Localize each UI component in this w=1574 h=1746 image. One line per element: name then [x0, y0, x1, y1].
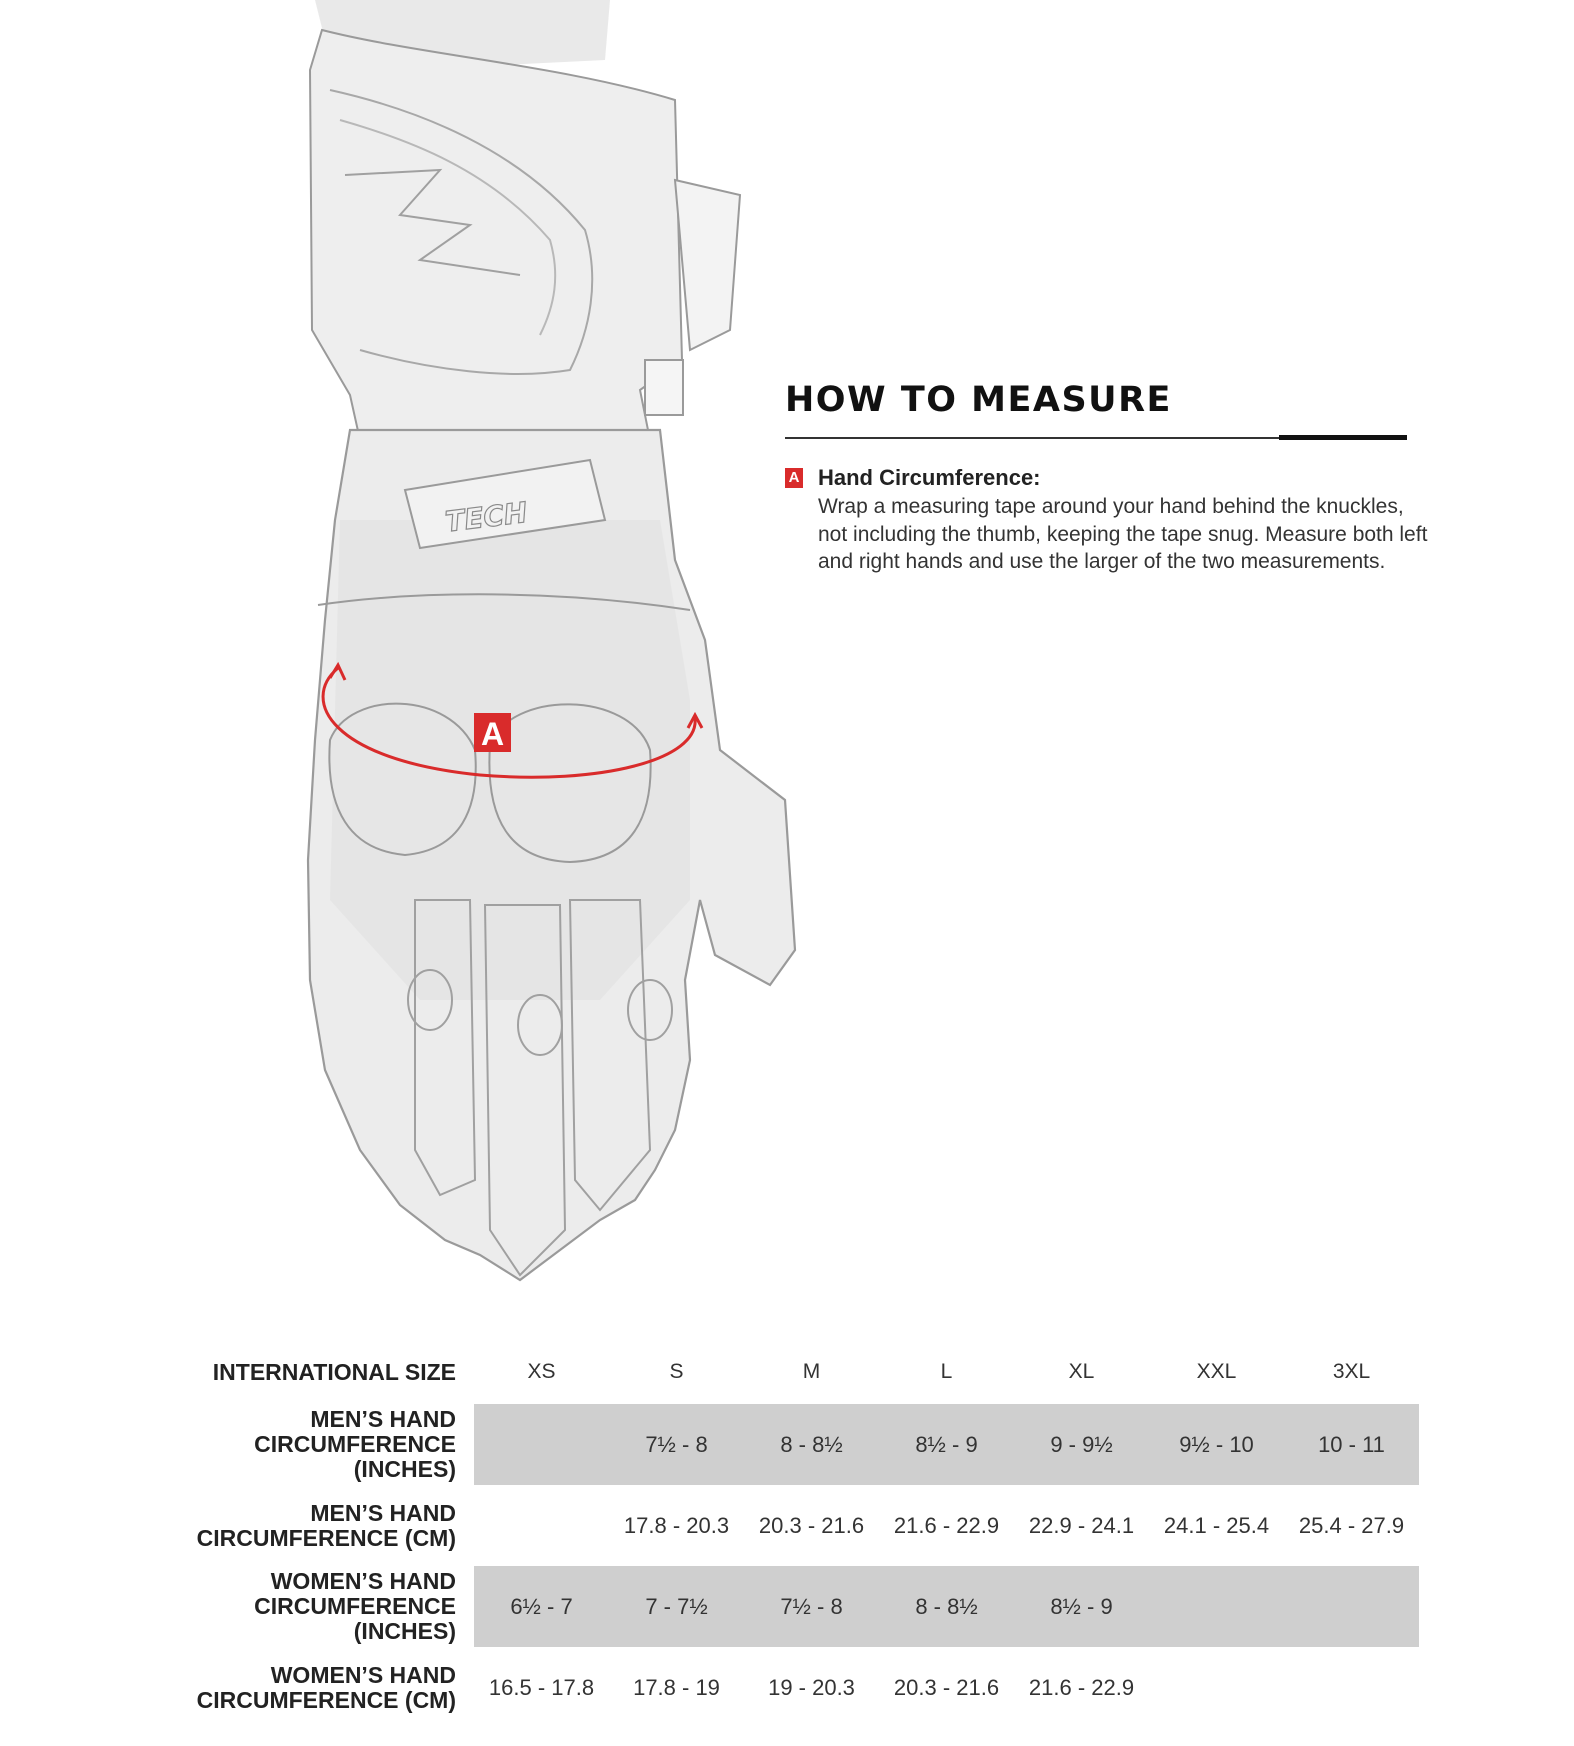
size-label: XXL: [1196, 1360, 1237, 1383]
size-chart-body: [160, 1340, 1419, 1728]
table-cell: [1284, 1566, 1419, 1647]
size-header-row: [160, 1340, 1419, 1404]
glove-cuff: [310, 30, 682, 440]
size-label: S: [669, 1360, 684, 1383]
table-cell: [474, 1485, 609, 1566]
table-cell: [1149, 1647, 1284, 1728]
row-label-line2: CIRCUMFERENCE (CM): [196, 1686, 456, 1713]
row-label-line1: MEN’S HAND: [310, 1499, 456, 1526]
row-label-line2: CIRCUMFERENCE (INCHES): [254, 1593, 456, 1644]
row-label-line1: WOMEN’S HAND: [270, 1568, 456, 1594]
size-label: XS: [527, 1360, 556, 1383]
table-cell: [474, 1404, 609, 1485]
size-label: 3XL: [1332, 1360, 1371, 1383]
table-cell: 22.9 - 24.1: [1028, 1512, 1135, 1538]
logo-text: TECH: [443, 495, 530, 539]
row-label-line2: CIRCUMFERENCE (INCHES): [254, 1431, 456, 1482]
row-label: [160, 1485, 474, 1566]
table-cell: 10 - 11: [1284, 1404, 1419, 1485]
size-label: XL: [1068, 1360, 1095, 1383]
table-cell: 7½ - 8: [744, 1566, 879, 1647]
section-title: HOW TO MEASURE: [785, 380, 1172, 420]
row-label-line2: CIRCUMFERENCE (CM): [196, 1524, 456, 1551]
table-cell: 8½ - 9: [879, 1404, 1014, 1485]
table-cell: 9½ - 10: [1149, 1404, 1284, 1485]
table-cell: [1284, 1647, 1419, 1728]
table-cell: 21.6 - 22.9: [893, 1512, 1000, 1538]
size-chart-table: [160, 1340, 1419, 1728]
table-row: [160, 1404, 1419, 1485]
measure-badge: A: [785, 468, 803, 488]
table-cell: 9 - 9½: [1014, 1404, 1149, 1485]
cuff-flap: [675, 180, 740, 350]
measure-heading: Hand Circumference:: [818, 465, 1041, 490]
row-label: [160, 1566, 474, 1647]
table-cell: 21.6 - 22.9: [1028, 1674, 1135, 1700]
table-cell: 7 - 7½: [609, 1566, 744, 1647]
marker-a-label: A: [480, 716, 505, 752]
glove-illustration: [280, 0, 820, 1300]
table-cell: 24.1 - 25.4: [1163, 1512, 1270, 1538]
cuff-strap: [645, 360, 683, 415]
row-label-line1: WOMEN’S HAND: [270, 1661, 456, 1688]
table-cell: 17.8 - 20.3: [623, 1512, 730, 1538]
row-label-line1: MEN’S HAND: [310, 1406, 456, 1432]
title-underline: [785, 435, 1407, 441]
table-cell: 8 - 8½: [879, 1566, 1014, 1647]
table-cell: [1149, 1566, 1284, 1647]
table-row: [160, 1566, 1419, 1647]
table-cell: 17.8 - 19: [633, 1674, 720, 1700]
table-cell: 20.3 - 21.6: [893, 1674, 1000, 1700]
table-row: [160, 1647, 1419, 1728]
size-header-label: INTERNATIONAL SIZE: [212, 1358, 456, 1385]
row-label: [160, 1404, 474, 1485]
table-cell: 25.4 - 27.9: [1298, 1512, 1405, 1538]
table-cell: 7½ - 8: [609, 1404, 744, 1485]
knuckle-guard-right: [489, 704, 650, 862]
table-cell: 16.5 - 17.8: [488, 1674, 595, 1700]
title-underline-accent: [1279, 435, 1407, 440]
table-cell: 8½ - 9: [1014, 1566, 1149, 1647]
how-to-measure-section: [785, 375, 1428, 573]
table-cell: 8 - 8½: [744, 1404, 879, 1485]
size-label: M: [802, 1360, 821, 1383]
measure-description: Wrap a measuring tape around your hand behind the knuckles, not including the thumb, keeping the tape snug. Measure both left and right hands and use the larger of the two measurements.: [818, 495, 1428, 573]
size-label: L: [940, 1360, 953, 1383]
table-row: [160, 1485, 1419, 1566]
table-cell: 19 - 20.3: [768, 1674, 855, 1700]
row-label: [160, 1647, 474, 1728]
table-cell: 6½ - 7: [474, 1566, 609, 1647]
table-cell: 20.3 - 21.6: [758, 1512, 865, 1538]
